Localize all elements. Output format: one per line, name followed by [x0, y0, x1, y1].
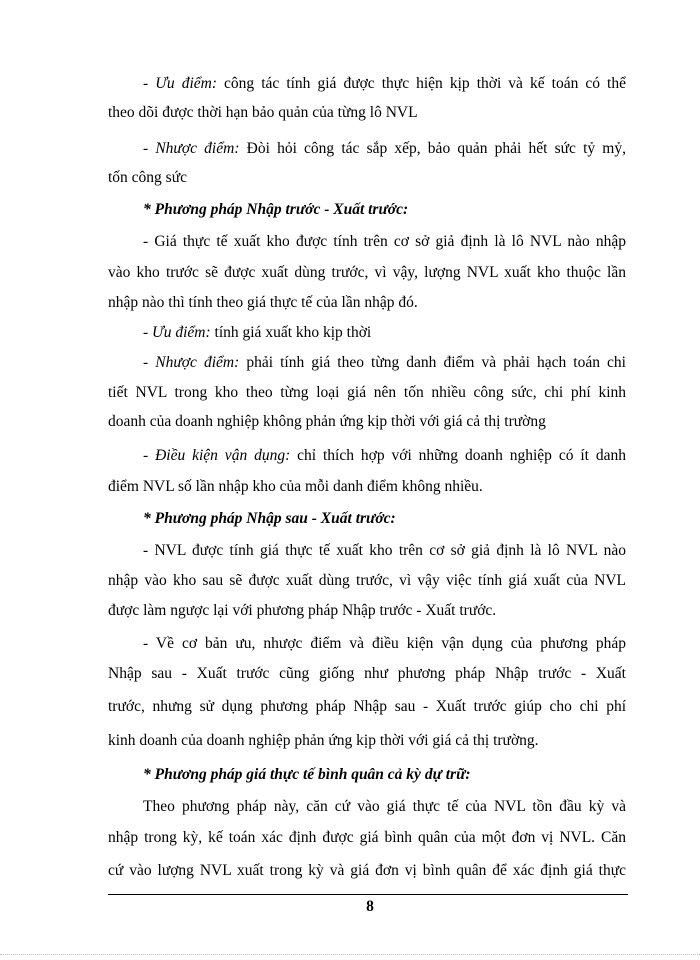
- paragraph-lifo-summary-line-3: trước, nhưng sử dụng phương pháp Nhập sau - Xuất trước giúp cho chi phí: [108, 698, 626, 715]
- paragraph-disadvantages-line-2: tốn công sức: [108, 169, 187, 186]
- paragraph-fifo-advantages: - Ưu điểm: tính giá xuất kho kịp thời: [143, 324, 372, 341]
- page-edge-divider: [0, 954, 700, 955]
- advantages-label: - Ưu điểm:: [143, 75, 217, 92]
- paragraph-lifo-summary-line-4: kinh doanh của doanh nghiệp phản ứng kịp thời với giá cả thị trường.: [108, 732, 539, 749]
- paragraph-average-line-1: Theo phương pháp này, căn cứ vào giá thực tế của NVL tồn đầu kỳ và: [143, 798, 626, 815]
- paragraph-lifo-line-3: được làm ngược lại với phương pháp Nhập trước - Xuất trước.: [108, 602, 497, 619]
- paragraph-fifo-disadvantages-line-2: tiết NVL trong kho theo từng loại giá nên tốn nhiều công sức, chi phí kinh: [108, 384, 626, 401]
- heading-average: * Phương pháp giá thực tế bình quân cả kỳ dự trữ:: [143, 766, 471, 783]
- footer-rule: [108, 894, 628, 895]
- paragraph-fifo-disadvantages-line-3: doanh của doanh nghiệp không phản ứng kịp thời với giá cả thị trường: [108, 413, 546, 430]
- fifo-disadvantages-label: - Nhược điểm:: [143, 354, 240, 371]
- paragraph-lifo-summary-line-2: Nhập sau - Xuất trước cũng giống như phương pháp Nhập trước - Xuất: [108, 665, 626, 682]
- heading-fifo: * Phương pháp Nhập trước - Xuất trước:: [143, 201, 409, 218]
- paragraph-fifo-line-1: - Giá thực tế xuất kho được tính trên cơ sở giả định là lô NVL nào nhập: [143, 233, 626, 250]
- paragraph-lifo-summary-line-1: - Về cơ bản ưu, nhược điểm và điều kiện vận dụng của phương pháp: [143, 635, 626, 652]
- paragraph-fifo-line-3: nhập nào thì tính theo giá thực tế của lần nhập đó.: [108, 294, 418, 311]
- paragraph-fifo-conditions-line-2: điểm NVL số lần nhập kho của mỗi danh điểm không nhiều.: [108, 478, 483, 495]
- paragraph-lifo-line-2: nhập vào kho sau sẽ được xuất dùng trước, vì vậy việc tính giá xuất của NVL: [108, 572, 626, 589]
- paragraph-fifo-conditions-line-1: - Điều kiện vận dụng: chỉ thích hợp với những doanh nghiệp có ít danh: [143, 447, 627, 464]
- paragraph-fifo-line-2: vào kho trước sẽ được xuất dùng trước, vì vậy, lượng NVL xuất kho thuộc lần: [108, 264, 626, 281]
- paragraph-lifo-line-1: - NVL được tính giá thực tế xuất kho trên cơ sở giả định là lô NVL nào: [143, 542, 626, 559]
- paragraph-advantages-line-1: - Ưu điểm: công tác tính giá được thực hiện kịp thời và kế toán có thể: [143, 75, 626, 92]
- paragraph-advantages-line-2: theo dõi được thời hạn bảo quản của từng lô NVL: [108, 104, 418, 121]
- paragraph-average-line-2: nhập trong kỳ, kế toán xác định được giá bình quân của một đơn vị NVL. Căn: [108, 829, 626, 846]
- page-number: 8: [366, 898, 374, 915]
- disadvantages-label: - Nhược điểm:: [143, 140, 240, 157]
- fifo-advantages-label: - Ưu điểm:: [143, 324, 211, 341]
- paragraph-disadvantages-line-1: - Nhược điểm: Đòi hỏi công tác sắp xếp, bảo quản phải hết sức tỷ mỷ,: [143, 140, 626, 157]
- paragraph-average-line-3: cứ vào lượng NVL xuất trong kỳ và giá đơn vị bình quân để xác định giá thực: [108, 862, 626, 879]
- paragraph-fifo-disadvantages-line-1: - Nhược điểm: phải tính giá theo từng danh điểm và phải hạch toán chi: [143, 354, 626, 371]
- fifo-conditions-label: - Điều kiện vận dụng:: [143, 447, 291, 464]
- heading-lifo: * Phương pháp Nhập sau - Xuất trước:: [143, 510, 396, 527]
